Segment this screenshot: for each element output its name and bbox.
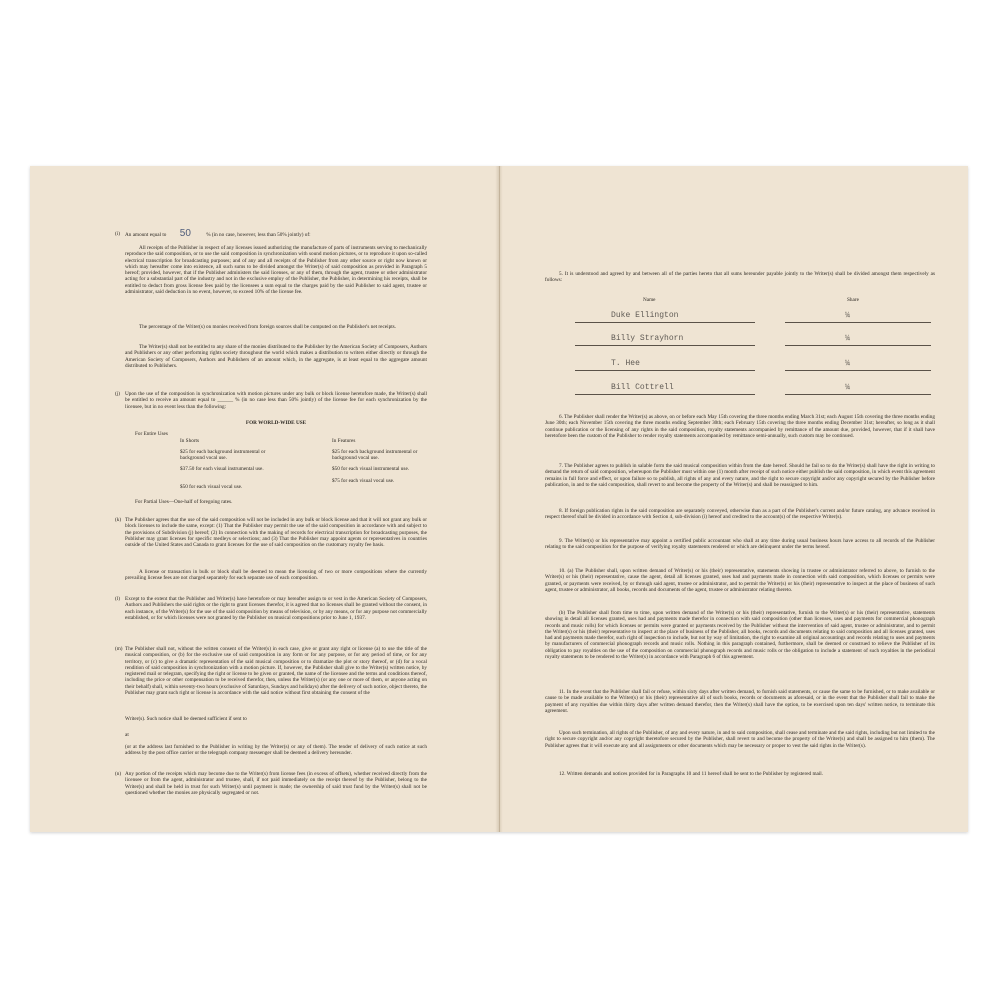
clause-label: (k) bbox=[115, 517, 122, 523]
contract-sheet bbox=[30, 166, 968, 832]
clause-label: (m) bbox=[115, 646, 123, 652]
shorts-rate-1: $25 for each background instrumental or background vocal use. bbox=[180, 449, 266, 462]
clause-l bbox=[115, 596, 427, 621]
clause-n-text: Any portion of the receipts which may become due to the Writer(s) from license fees (in excess of offsets), whether received directly from the licensee or from the agent, administrator and trustee, shall, if not paid immediately on the receipt thereof by the Publisher, belong to the Writer(s) and shall be held in trust for such Writer(s) until payment is made; the ownership of said trust fund by the Writer(s) shall not be questioned whether the monies are physically segregated or not. bbox=[125, 771, 427, 796]
clause-m-writers: Writer(s). Such notice shall be deemed sufficient if sent to bbox=[125, 716, 247, 722]
shorts-rate-2: $37.50 for each visual instrumental use. bbox=[180, 466, 264, 472]
features-rate-2: $50 for each visual instrumental use. bbox=[332, 466, 410, 472]
paragraph-11: 11. In the event that the Publisher shall fail or refuse, within sixty days after written demand, to furnish said statements, or cause the same to be furnished, or to make available or cause to be made available to the Writer(s) or his (their) representative all of such books, records or documents as aforesaid, or in the event that the Publisher shall fail to make the payment of any royalties due within thirty days after written demand therefor, then the Writer(s) shall have the option, to be exercised upon ten days' written notice, to terminate this agreement. bbox=[545, 689, 935, 714]
clause-m-at: at bbox=[125, 732, 129, 738]
paragraph-8: 8. If foreign publication rights in the said composition are separately conveyed, otherwise than as a part of the Publisher's current and/or future catalog, any advance received in respect thereof shall be divided in accordance with Section 4, sub-division (i) hereof and credited to the account(s) of the respective Writer(s). bbox=[545, 508, 935, 521]
clause-k-text: The Publisher agrees that the use of the said composition will not be included in any bulk or block license and that it will not grant any bulk or block licenses to include the same, except: (1) That the Publisher may permit the use of the said composition in accordance with and subject to the provisions of Subdivision (j) hereof; (2) In connection with the making of records for electrical transcription for broadcasting purposes, the Publisher may grant licenses for specific medleys or selections; and (3) That the Publisher may appoint agents or representatives in countries outside of the United States and Canada to grant licenses for the use of said composition on the customary royalty fee basis. bbox=[125, 517, 427, 549]
paragraph-10a: 10. (a) The Publisher shall, upon written demand of Writer(s) or his (their) representative, statements showing in trustee or administrator referred to above, to furnish to the Writer(s) or his (their) representative, cause the agent, detail all licenses granted, uses had and payments made in connection with said composition, which licenses or permits were granted, or payments were received, by or through said agent, trustee or administrator, and to permit the Writer(s) or his (their) representative to inspect at the place of business of such agent, trustee or administrator, all books, records and documents of the agent, trustee or administrator relating thereto. bbox=[545, 568, 935, 593]
features-rate-3: $75 for each visual vocal use. bbox=[332, 478, 395, 484]
paragraph-5: 5. It is understood and agreed by and between all of the parties hereto that all sums hereunder payable jointly to the Writer(s) shall be divided amongst them respectively as follows: bbox=[545, 271, 935, 284]
paragraph-11-termination: Upon such termination, all rights of the Publisher, of any and every nature, in and to said composition, shall cease and terminate and the said rights, including but not limited to the right to secure copyright and/or any copyright theretofore secured by the Publisher, shall revert to and become the property of the Writer(s) and shall be assigned to him (them). The Publisher agrees that it will execute any and all assignments or other documents which may be necessary or proper to vest the said rights in the Writer(s). bbox=[545, 730, 935, 749]
clause-i-tail: % (in no case, however, less than 50% jointly) of: bbox=[206, 232, 311, 238]
paragraph-9: 9. The Writer(s) or his representative may appoint a certified public accountant who shall at any time during usual business hours have access to all records of the Publisher relating to the said composition for the purpose of verifying royalty statements rendered or which are delinquent under the terms hereof. bbox=[545, 538, 935, 551]
clause-i-lead: An amount equal to bbox=[125, 232, 167, 238]
shorts-rate-3: $50 for each visual vocal use. bbox=[180, 484, 243, 490]
paragraph-6: 6. The Publisher shall render the Writer(s) as above, on or before each May 15th covering the three months ending March 31st; each August 15th covering the three months ending June 30th; each November 15th covering the three months ending September 30th; each February 15th covering the three months ending December 31st; hereafter, so long as it shall continue publication or the licensing of any rights in the said composition, royalty statements accompanied by remittance of the amount due, provided, however, that if it shall have heretofore been the custom of the Publisher to render royalty statements accompanied by remittance semi-annually, such custom may be continued. bbox=[545, 414, 935, 439]
clause-i-ascap: The Writer(s) shall not be entitled to any share of the monies distributed to the Publisher by the American Society of Composers, Authors and Publishers or any other performing rights society throughout the world which makes a distribution to writers either directly or through the American Society of Composers, Authors and Publishers of an amount which, in the aggregate, is at least equal to the aggregate amount distributed to Publishers. bbox=[125, 344, 427, 369]
in-shorts-label: In Shorts bbox=[180, 438, 200, 444]
in-features-label: In Features bbox=[332, 438, 356, 444]
clause-i-header bbox=[115, 228, 427, 239]
writer-share: ¼ bbox=[845, 359, 850, 368]
clause-i-foreign: The percentage of the Writer(s) on monies received from foreign sources shall be computed on the Publisher's net receipts. bbox=[139, 324, 397, 330]
paragraph-12: 12. Written demands and notices provided for in Paragraphs 10 and 11 hereof shall be sent to the Publisher by registered mail. bbox=[559, 771, 824, 777]
features-rate-1: $25 for each background instrumental or background vocal use. bbox=[332, 449, 418, 462]
clause-l-text: Except to the extent that the Publisher and Writer(s) have heretofore or may hereafter assign to or vest in the American Society of Composers, Authors and Publishers the said rights or the right to grant licenses therefor, it is agreed that no licenses shall be granted without the consent, in each instance, of the Writer(s) for the use of the said composition by means of television, or by any means, or for any purpose not commercially established, or for which licenses were not granted by the Publisher on musical compositions prior to June 1, 1937. bbox=[125, 596, 427, 621]
writer-share: ¼ bbox=[845, 334, 850, 343]
writer-name: Bill Cottrell bbox=[611, 383, 674, 392]
clause-k-bulk: A license or transaction in bulk or block shall be deemed to mean the licensing of two or more compositions where the currently prevailing license fees are not charged separately for each separate use of each composition. bbox=[125, 569, 427, 582]
clause-k bbox=[115, 517, 427, 549]
entire-uses-label: For Entire Uses bbox=[135, 431, 168, 437]
writer-name: T. Hee bbox=[611, 359, 640, 368]
clause-m-address: (or at the address last furnished to the Publisher in writing by the Writer(s) or any of them). The tender of delivery of such notice at such address by the post office carrier or the telegraph company messenger shall be deemed a delivery hereunder. bbox=[125, 744, 427, 757]
clause-m bbox=[115, 646, 427, 697]
clause-label: (j) bbox=[115, 391, 120, 397]
clause-j-text: Upon the use of the composition in synchronization with motion pictures under any bulk or block license heretofore made, the Writer(s) shall be entitled to receive an amount equal to ______ % (in no case less than 50% jointly) of the license fee for each synchronization by the licensee, but in no event less than the following: bbox=[125, 391, 427, 410]
worldwide-heading: FOR WORLD-WIDE USE bbox=[245, 420, 307, 426]
clause-m-text: The Publisher shall not, without the written consent of the Writer(s) in each case, give or grant any right or license (a) to use the title of the musical composition, or (b) for the exclusive use of said composition in any form or for any purpose, or for any period of time, or for any territory, or (c) to give a dramatic representation of the said musical composition or to dramatize the plot or story thereof, or (d) for a vocal rendition of said composition in synchronization with a motion picture. If, however, the Publisher shall give to the Writer(s) written notice, by registered mail or telegram, specifying the right or license to be given or granted, the name of the licensee and the terms and conditions thereof, including the price or other compensation to be received therefor, then, unless the Writer(s) (or any one or more of them, or anyone acting on their behalf) shall, within seventy-two hours (exclusive of Saturdays, Sundays and holidays) after the delivery of such notice, object thereto, the Publisher may grant such right or license in accordance with the said notice without first obtaining the consent of the bbox=[125, 646, 427, 697]
partial-uses: For Partial Uses—One-half of foregoing rates. bbox=[135, 499, 233, 505]
name-column-header: Name bbox=[643, 297, 656, 303]
page-fold bbox=[499, 166, 500, 832]
writer-share: ¼ bbox=[845, 383, 850, 392]
paragraph-7: 7. The Publisher agrees to publish in salable form the said musical composition within from the date hereof. Should he fail so to do the Writer(s) shall have the right in writing to demand the return of said composition, whereupon the Publisher must within one (1) month after receipt of such notice either publish the said composition, in which event this agreement remains in full force and effect, or upon failure so to publish, all rights of any and every nature, and the right to secure copyright and/or any copyright secured by the Publisher before publication, in and to the said composition, shall revert to and become the property of the Writer(s) and shall be reassigned to him. bbox=[545, 463, 935, 488]
handwritten-percent: 50 bbox=[179, 228, 191, 239]
writer-share: ¼ bbox=[845, 311, 850, 320]
clause-j bbox=[115, 391, 427, 410]
share-column-header: Share bbox=[847, 297, 859, 303]
writer-name: Duke Ellington bbox=[611, 311, 679, 320]
writer-name: Billy Strayhorn bbox=[611, 334, 684, 343]
clause-label: (i) bbox=[115, 231, 120, 237]
clause-label: (l) bbox=[115, 596, 120, 602]
clause-label: (n) bbox=[115, 771, 122, 777]
paragraph-10b: (b) The Publisher shall from time to time, upon written demand of the Writer(s) or his (their) representative, furnish to the Writer(s) or his (their) representative, statements showing in detail all licenses granted, uses had and payments made therefor in connection with said composition (other than licenses, uses and payments for commercial phonograph records and music rolls) for which licenses or permits were granted or payments received by the Publisher without the intervention of said agent, trustee or administrator, and to permit the Writer(s) or his (their) representative to inspect at the place of business of the Publisher, all books, records and documents relating to said composition and all licenses granted, uses had and payments made therefor, such right of inspection to include, but not by way of limitation, the right to examine all original accountings and records relating to uses and payments by manufacturers of commercial phonograph records and music rolls. Nothing in this paragraph contained, furthermore, shall be deemed or construed to relieve the Publisher of its obligation to pay royalties on the use of the composition on commercial phonograph records and music rolls or the obligation to include a statement of such royalties in the periodical royalty statements to be rendered to the Writer(s) in accordance with Paragraph 6 of this agreement. bbox=[545, 610, 935, 661]
clause-n bbox=[115, 771, 427, 796]
clause-i-receipts: All receipts of the Publisher in respect of any licenses issued authorizing the manufacture of parts of instruments serving to mechanically reproduce the said composition, or to use the said composition in synchronization with sound motion pictures, or to reproduce it upon so-called electrical transcription for broadcasting purposes; and of any and all receipts of the Publisher from any other source or right now known or which may hereafter come into existence, all such sums to be divided amongst the Writer(s) of said composition as provided in Paragraph 5 hereof; provided, however, that if the Publisher administers the said licenses, or any of them, through the agent, trustee or other administrator acting for a substantial part of the industry and not in the exclusive employ of the Publisher, the Publisher, in determining his receipts, shall be entitled to deduct from gross license fees paid by the licensees a sum equal to the charges paid by the said Publisher to said agent, trustee or administrator, said deduction in no event, however, to exceed 10% of the license fee. bbox=[125, 245, 427, 296]
